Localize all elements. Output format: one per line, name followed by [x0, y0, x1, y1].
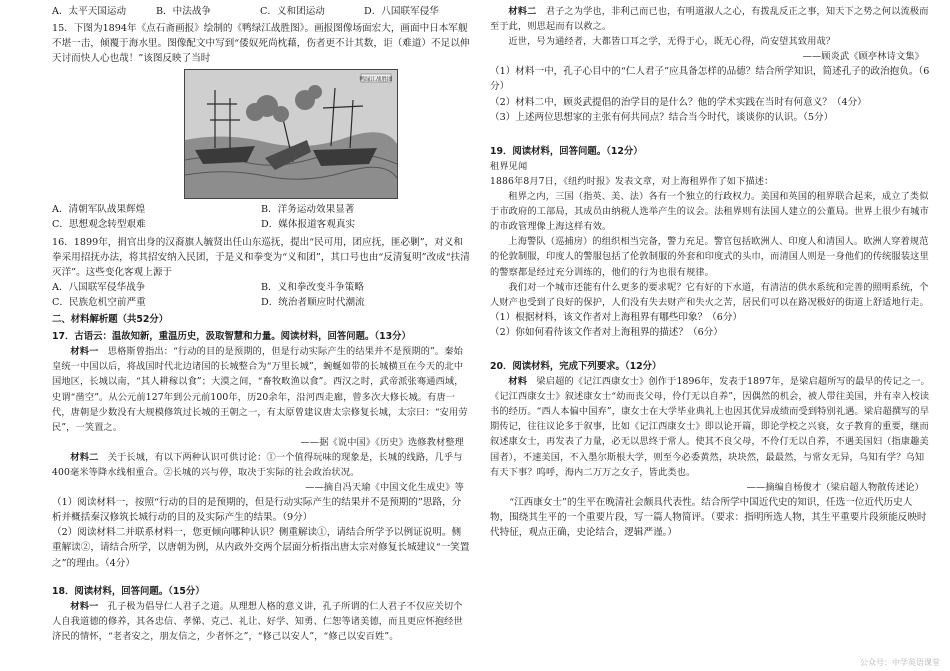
- q16-option-d: D．统治者顺应时代潮流: [261, 296, 365, 308]
- q17-subquestion-2: （2）阅读材料二并联系材料一，您更倾向哪种认识？侧重解读①，请结合所学予以例证说明。侧重解读②，请结合所学，以唐朝为例，从内政外交两个层面分析指出唐太宗对修复长城建议“一笑置之”的理由。（4分）: [52, 527, 470, 569]
- q15-stem: 15．下图为1894年《点石斋画报》绘制的《鸭绿江战胜图》。画报图像场面宏大，画面中日本军舰不堪一击，倾覆于海水里。图像配文中写到“倭奴死尚枕藉，伤者更不计其数，讵（难道）不足以伸天讨而快人心也哉！”该图反映了当时: [52, 23, 470, 65]
- q20-task: “江西康女士”的生平在晚清社会颇具代表性。结合所学中国近代史的知识，任选一位近代历史人物，围绕其生平的一个重要片段，写一篇人物简评。（要求：指明所选人物，其生平重要片段须能反映时代特征，观点正确，史论结合，逻辑严谨。）: [490, 496, 927, 538]
- q20-material-label: 材料: [508, 376, 528, 388]
- q15-option-b: B．洋务运动效果显著: [261, 204, 355, 216]
- section-2-title: 二、材料解析题（共52分）: [52, 314, 169, 326]
- q14-option-c: C．义和团运动: [260, 6, 325, 17]
- q15-options-row2: [52, 217, 470, 232]
- q20-material: [490, 374, 930, 480]
- q14-option-d: D．八国联军侵华: [364, 6, 439, 17]
- q17-material-2-source: ——摘自冯天瑜《中国文化生成史》等: [305, 482, 464, 494]
- q18-subquestion-3: （3）上述两位思想家的主张有何共同点？结合当今时代，谈谈你的认识。（5分）: [490, 111, 834, 123]
- q16-option-c: C．民族危机空前严重: [52, 296, 146, 308]
- watermark-footer: 公众号：中学英语课堂: [860, 658, 940, 667]
- q16-options-row1: [52, 280, 470, 295]
- q16-option-b: B．义和拳改变斗争策略: [261, 281, 364, 293]
- q17-material-2: [52, 450, 470, 480]
- q18-material-2-label: 材料二: [508, 6, 537, 17]
- figure-title: 鸭绿江战胜图: [359, 77, 393, 84]
- q15-option-a: A．清朝军队战果辉煌: [52, 204, 146, 216]
- q19-title: 19．阅读材料，回答问题。（12分）: [490, 145, 643, 157]
- q17-title: 17．古语云：温故知新，重温历史，汲取智慧和力量。阅读材料，回答问题。（13分）: [52, 331, 411, 343]
- q15-figure: [184, 69, 398, 199]
- q19-subtitle: 租界见闻: [490, 160, 528, 172]
- q17-material-1: [52, 344, 470, 435]
- q18-material-2-text: 君子之为学也，非利己而已也，有明道淑人之心，有拨乱反正之事，知天下之势之何以流极而至于此，则思起而有以救之。: [490, 6, 929, 33]
- q18-material-1-text: 孔子极为倡导仁人君子之道。从理想人格的意义讲，孔子所谓的仁人君子不仅应关切个人自我道德的修养，其各忠信、孝悌、克己、礼让、好学、知勇、仁恕等诸美德，而且更应怀抱经世济民的情怀，“老者安之，朋友信之，少者怀之”，“修己以安人”，“修己以安百姓”。: [52, 600, 463, 642]
- q14-options: [52, 4, 470, 19]
- q19-paragraph-2: 上海警队（巡捕房）的组织相当完备，警力充足。警官包括欧洲人、印度人和清国人。欧洲人穿着规范的伦敦制服，印度人的警服包括了伦敦制服的外套和印度式的头巾，而清国人则是一身他们的传统服装这里的警察都是经过充分训练的，他们的行为也很有规律。: [490, 236, 929, 278]
- q19-paragraph-3: 我们对一个城市还能有什么更多的要求呢？它有好的下水道，有清洁的供水系统和完善的照明系统，个人财产也受到了良好的保护，人们没有失去财产和失火之苦，居民们可以在路况极好的街道上舒适地行走。: [490, 281, 929, 308]
- q17-subquestion-1: （1）阅读材料一，按照“行动的目的是预期的，但是行动实际产生的结果并不是预期的”思路，分析并概括秦汉修筑长城行动的目的及实际产生的结果。（9分）: [52, 497, 462, 524]
- q14-option-b: B．中法战争: [156, 6, 212, 17]
- q17-material-1-label: 材料一: [70, 346, 99, 358]
- q15-option-d: D．媒体报道客观真实: [261, 219, 356, 231]
- q20-material-source: ——摘编自杨俊才（梁启超人物散传述论）: [746, 481, 924, 493]
- q19-subquestion-2: （2）你如何看待该文作者对上海租界的描述？（6分）: [490, 326, 723, 338]
- q18-title: 18．阅读材料，回答问题。（15分）: [52, 585, 205, 597]
- q17-material-1-source: ——据《说中国》《历史》选修教材整理: [300, 436, 464, 448]
- q20-title: 20．阅读材料，完成下列要求。（12分）: [490, 360, 662, 372]
- q19-subquestion-1: （1）根据材料，该文作者对上海租界有哪些印象？（6分）: [490, 311, 743, 323]
- q16-stem: 16．1899年，捐官出身的汉裔旗人毓贤出任山东巡抚，提出“民可用，团应抚，匪必剿”，对义和拳采用招抚办法，将其招安纳入民团，于是义和拳变为“义和团”，其口号也由“反清复明”改成“扶清灭洋”。这些变化客观上源于: [52, 236, 470, 278]
- q18-subquestion-2: （2）材料二中，顾炎武提倡的治学目的是什么？他的学术实践在当时有何意义？（4分）: [490, 96, 867, 108]
- q16-options-row2: [52, 295, 470, 310]
- q20-material-text: 梁启超的《记江西康女士》创作于1896年，发表于1897年，是梁启超所写的最早的传记之一。《记江西康女士》叙述康女士“幼而丧父母，伶仃无以自养”，因偶然的机会，被人带往美国，并有幸入校读书的经历。“西人本偏中国弃”，康女士在大学毕业典礼上也因其优异成绩而受到特别礼遇。梁启超撰写的早期传记，往往议论多于叙事，比如《记江西康女士》即以论开篇，即论学校之兴衰，女子教育的重要，继而叙述康女士，再发表了力量，必无以思终于常人。使其不良父母，不伶仃无以自养，不遇美国妇（指康趣美国者），不速美国，不入墨尔斯根大学，则至今必委黄然，块块然，最最然，与常女无异，乌知有学？乌知有天下事？呜呼，海内二万万之女子，皆此类也。: [490, 376, 930, 478]
- q14-option-a: A．太平天国运动: [52, 6, 127, 17]
- q17-material-2-label: 材料二: [70, 451, 99, 463]
- q15-options-row1: [52, 202, 470, 217]
- q18-subquestion-1: （1）材料一中，孔子心目中的“仁人君子”应具备怎样的品德？结合所学知识，简述孔子的政治抱负。（6分）: [490, 66, 930, 93]
- left-column: [52, 4, 470, 644]
- q19-intro: 1886年8月7日，《纽约时报》发表文章，对上海租界作了如下描述：: [490, 175, 774, 187]
- right-column: [490, 4, 930, 540]
- q17-material-2-text: 关于长城，有以下两种认识可供讨论：①一个值得玩味的现象是，长城的线路，几乎与400毫米等降水线相重合。②长城的兴与停，取决于实际的社会政治状况。: [52, 451, 463, 478]
- q17-material-1-text: 思格斯曾指出：“行动的目的是预期的，但是行动实际产生的结果并不是预期的”。秦始皇统一中国以后，将战国时代北边诸国的长城整合为“万里长城”，蜿蜒如带的长城横亘在今天的北中国地区，长城以南，“其人耕稼以食”；大漠之间，“畜牧畋渔以食”。西汉之时，武帝派张骞通西域，史谓“凿空”。从公元前127年到公元前100年，历20余年，沿河西走廊，曾多次大修长城。有唐一代，唐朝是少数没有大规模修筑过长城的王朝之一，有太原曾建议唐太宗修复长城，太宗曰：“安用劳民”，一笑置之。: [52, 346, 468, 433]
- q18-material-2-text2: 近世，号为通经者，大都皆口耳之学，无得于心，既无心得，尚安望其致用哉？: [508, 36, 836, 48]
- q19-paragraph-1: 租界之内，三国（指英、美、法）各有一个独立的行政权力。美国和英国的租界联合起来，成立了类似于市政府的工部局，其成员由纳税人选举产生的议会。法租界则有法国人建立的公董局。世界上很少有城市的市政管理像上海这样有效。: [490, 191, 929, 233]
- naval-battle-illustration: [185, 70, 397, 198]
- q15-option-c: C．思想观念转型艰难: [52, 219, 146, 231]
- q16-option-a: A．八国联军侵华战争: [52, 281, 146, 293]
- q18-material-2-source: ——顾炎武《顾亭林诗文集》: [802, 51, 924, 63]
- q18-material-1: [52, 599, 470, 644]
- q18-material-1-label: 材料一: [70, 600, 99, 612]
- q18-material-2: [490, 4, 930, 34]
